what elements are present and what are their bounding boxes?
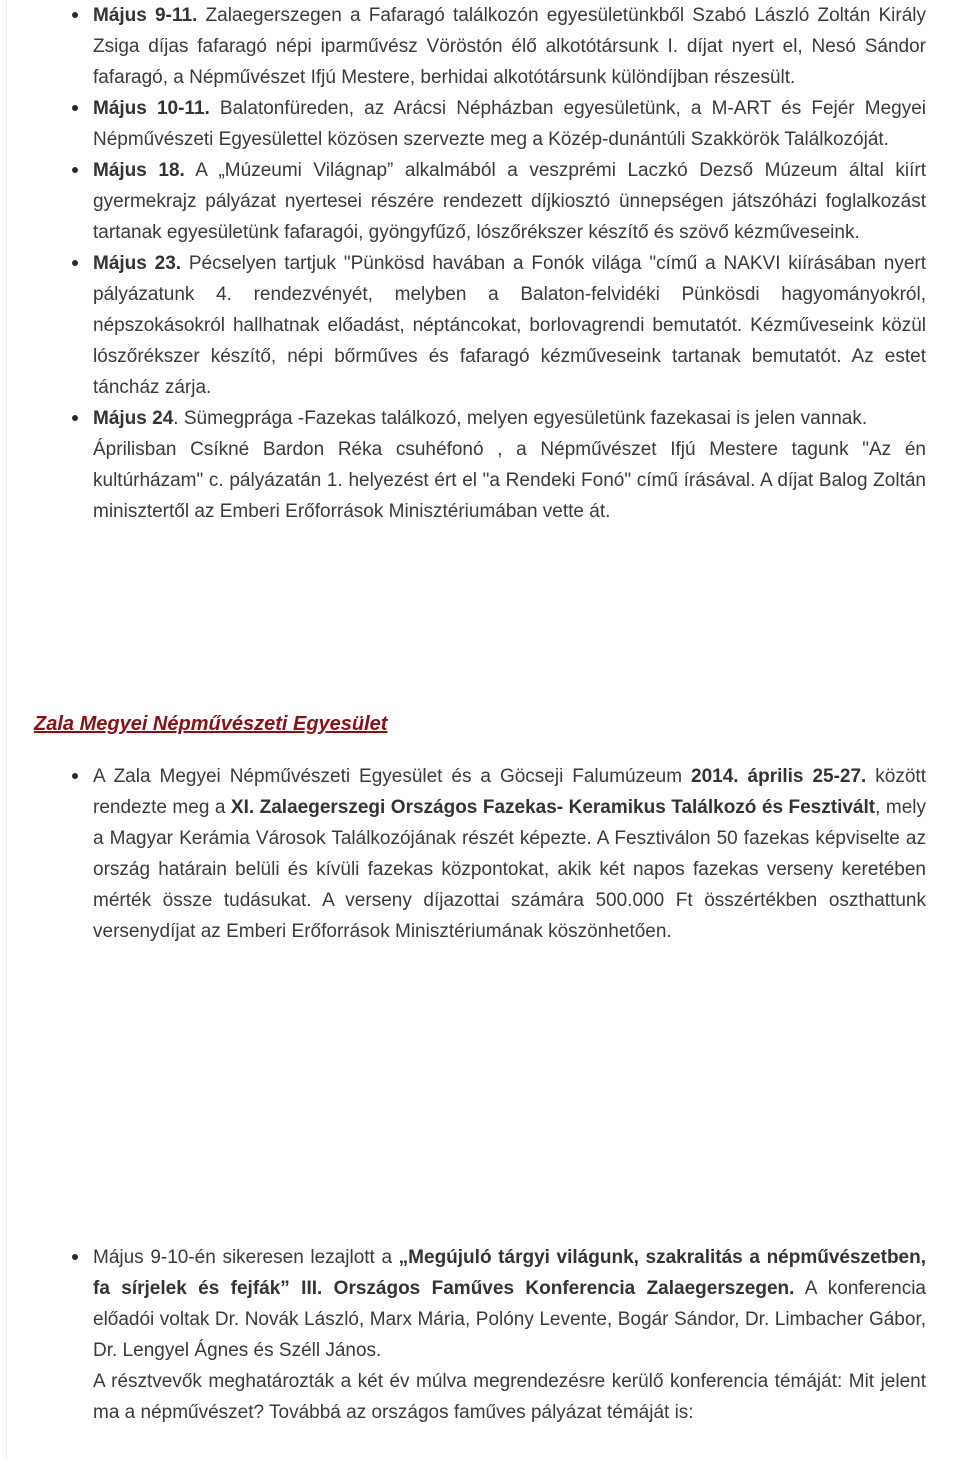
event-date: Május 10-11. [93,98,210,119]
list-item [0,0,960,93]
list-item [0,761,960,947]
zala-list [0,761,960,947]
zala-text-3: , mely a Magyar Kerámia Városok Találkozójának részét képezte. A Fesztiválon 50 fazekas képviselte az ország határain belüli és kívüli fazekas központokat, akik két napos fazekas verseny keretében mérték össze tudásukat. A verseny díjazottai számára 500.000 Ft összértékben oszthattunk versenydíjat az Emberi Erőforrások Minisztériumának köszönhetően. [93,797,926,942]
event-date: Május 23. [93,253,182,274]
zala-event-name: XI. Zalaegerszegi Országos Fazekas- Keramikus Találkozó és Fesztivált [230,797,876,818]
april-note-text: Áprilisban Csíkné Bardon Réka csuhéfonó , a Népművészet Ifjú Mestere tagunk "Az én kultúrházam" c. pályázatán 1. helyezést ért el "a Rendeki Fonó" című írásával. A díjat Balog Zoltán minisztertől az Emberi Erőforrások Minisztériumában vette át. [93,439,926,522]
event-text: Balatonfüreden, az Arácsi Népházban egyesületünk, a M-ART és Fejér Megyei Népművészeti Egyesülettel közösen szervezte meg a Közép-dunántúli Szakkörök Találkozóját. [93,98,926,150]
event-text: A „Múzeumi Világnap” alkalmából a veszprémi Laczkó Dezső Múzeum által kiírt gyermekrajz pályázat nyertesei részére rendezett díjkiosztó ünnepségen játszóházi foglalkozást tartanak egyesületünk fafaragói, gyöngyfűző, lószőrékszer készítő és szövő kézműveseink. [93,160,926,243]
event-date: Május 9-11. [93,5,198,26]
zala-date: 2014. április 25-27. [691,766,867,787]
event-text: Zalaegerszegen a Fafaragó találkozón egyesületünkből Szabó László Zoltán Király Zsiga díjas fafaragó népi iparművész Vöröstón élő alkotótársunk I. díjat nyert el, Nesó Sándor fafaragó, a Népművészet Ifjú Mestere, berhidai alkotótársunk különdíjban részesült. [93,5,926,88]
list-item [0,248,960,403]
list-item [0,155,960,248]
conference-text-1: Május 9-10-én sikeresen lezajlott a [93,1247,399,1268]
zala-text-2: között rendezte meg a [93,766,926,818]
event-text: . Sümegprága -Fazekas találkozó, melyen egyesületünk fazekasai is jelen vannak. [173,408,868,429]
list-item [0,93,960,155]
list-item [0,403,960,434]
list-item [0,1242,960,1366]
event-date: Május 24 [93,408,174,429]
conference-text-2: A konferencia előadói voltak Dr. Novák László, Marx Mária, Polóny Levente, Bogár Sándor, Dr. Limbacher Gábor, Dr. Lengyel Ágnes és Széll János. [93,1278,926,1361]
conference-followup [0,1366,960,1428]
zala-text-1: A Zala Megyei Népművészeti Egyesület és a Göcseji Falumúzeum [93,766,692,787]
conference-title: „Megújuló tárgyi világunk, szakralitás a népművészetben, fa sírjelek és fejfák” III. Országos Faműves Konferencia Zalaegerszegen. [93,1247,927,1299]
event-text: Pécselyen tartjuk "Pünkösd havában a Fonók világa "című a NAKVI kiírásában nyert pályázatunk 4. rendezvényét, melyben a Balaton-felvidéki Pünkösdi hagyományokról, népszokásokról hallhatnak előadást, néptáncokat, borlovagrendi bemutatót. Kézműveseink közül lószőrékszer készítő, népi bőrműves és fafaragó kézműveseink tartanak bemutatót. Az estet táncház zárja. [93,253,926,398]
april-note [0,434,960,527]
may-events-list [0,0,960,527]
conference-followup-text: A résztvevők meghatározták a két év múlva megrendezésre kerülő konferencia témáját: Mit jelent ma a népművészet? Továbbá az országos faműves pályázat témáját is: [93,1371,926,1423]
section-title: Zala Megyei Népművészeti Egyesület [34,713,388,735]
event-date: Május 18. [93,160,185,181]
conference-list [0,1242,960,1428]
